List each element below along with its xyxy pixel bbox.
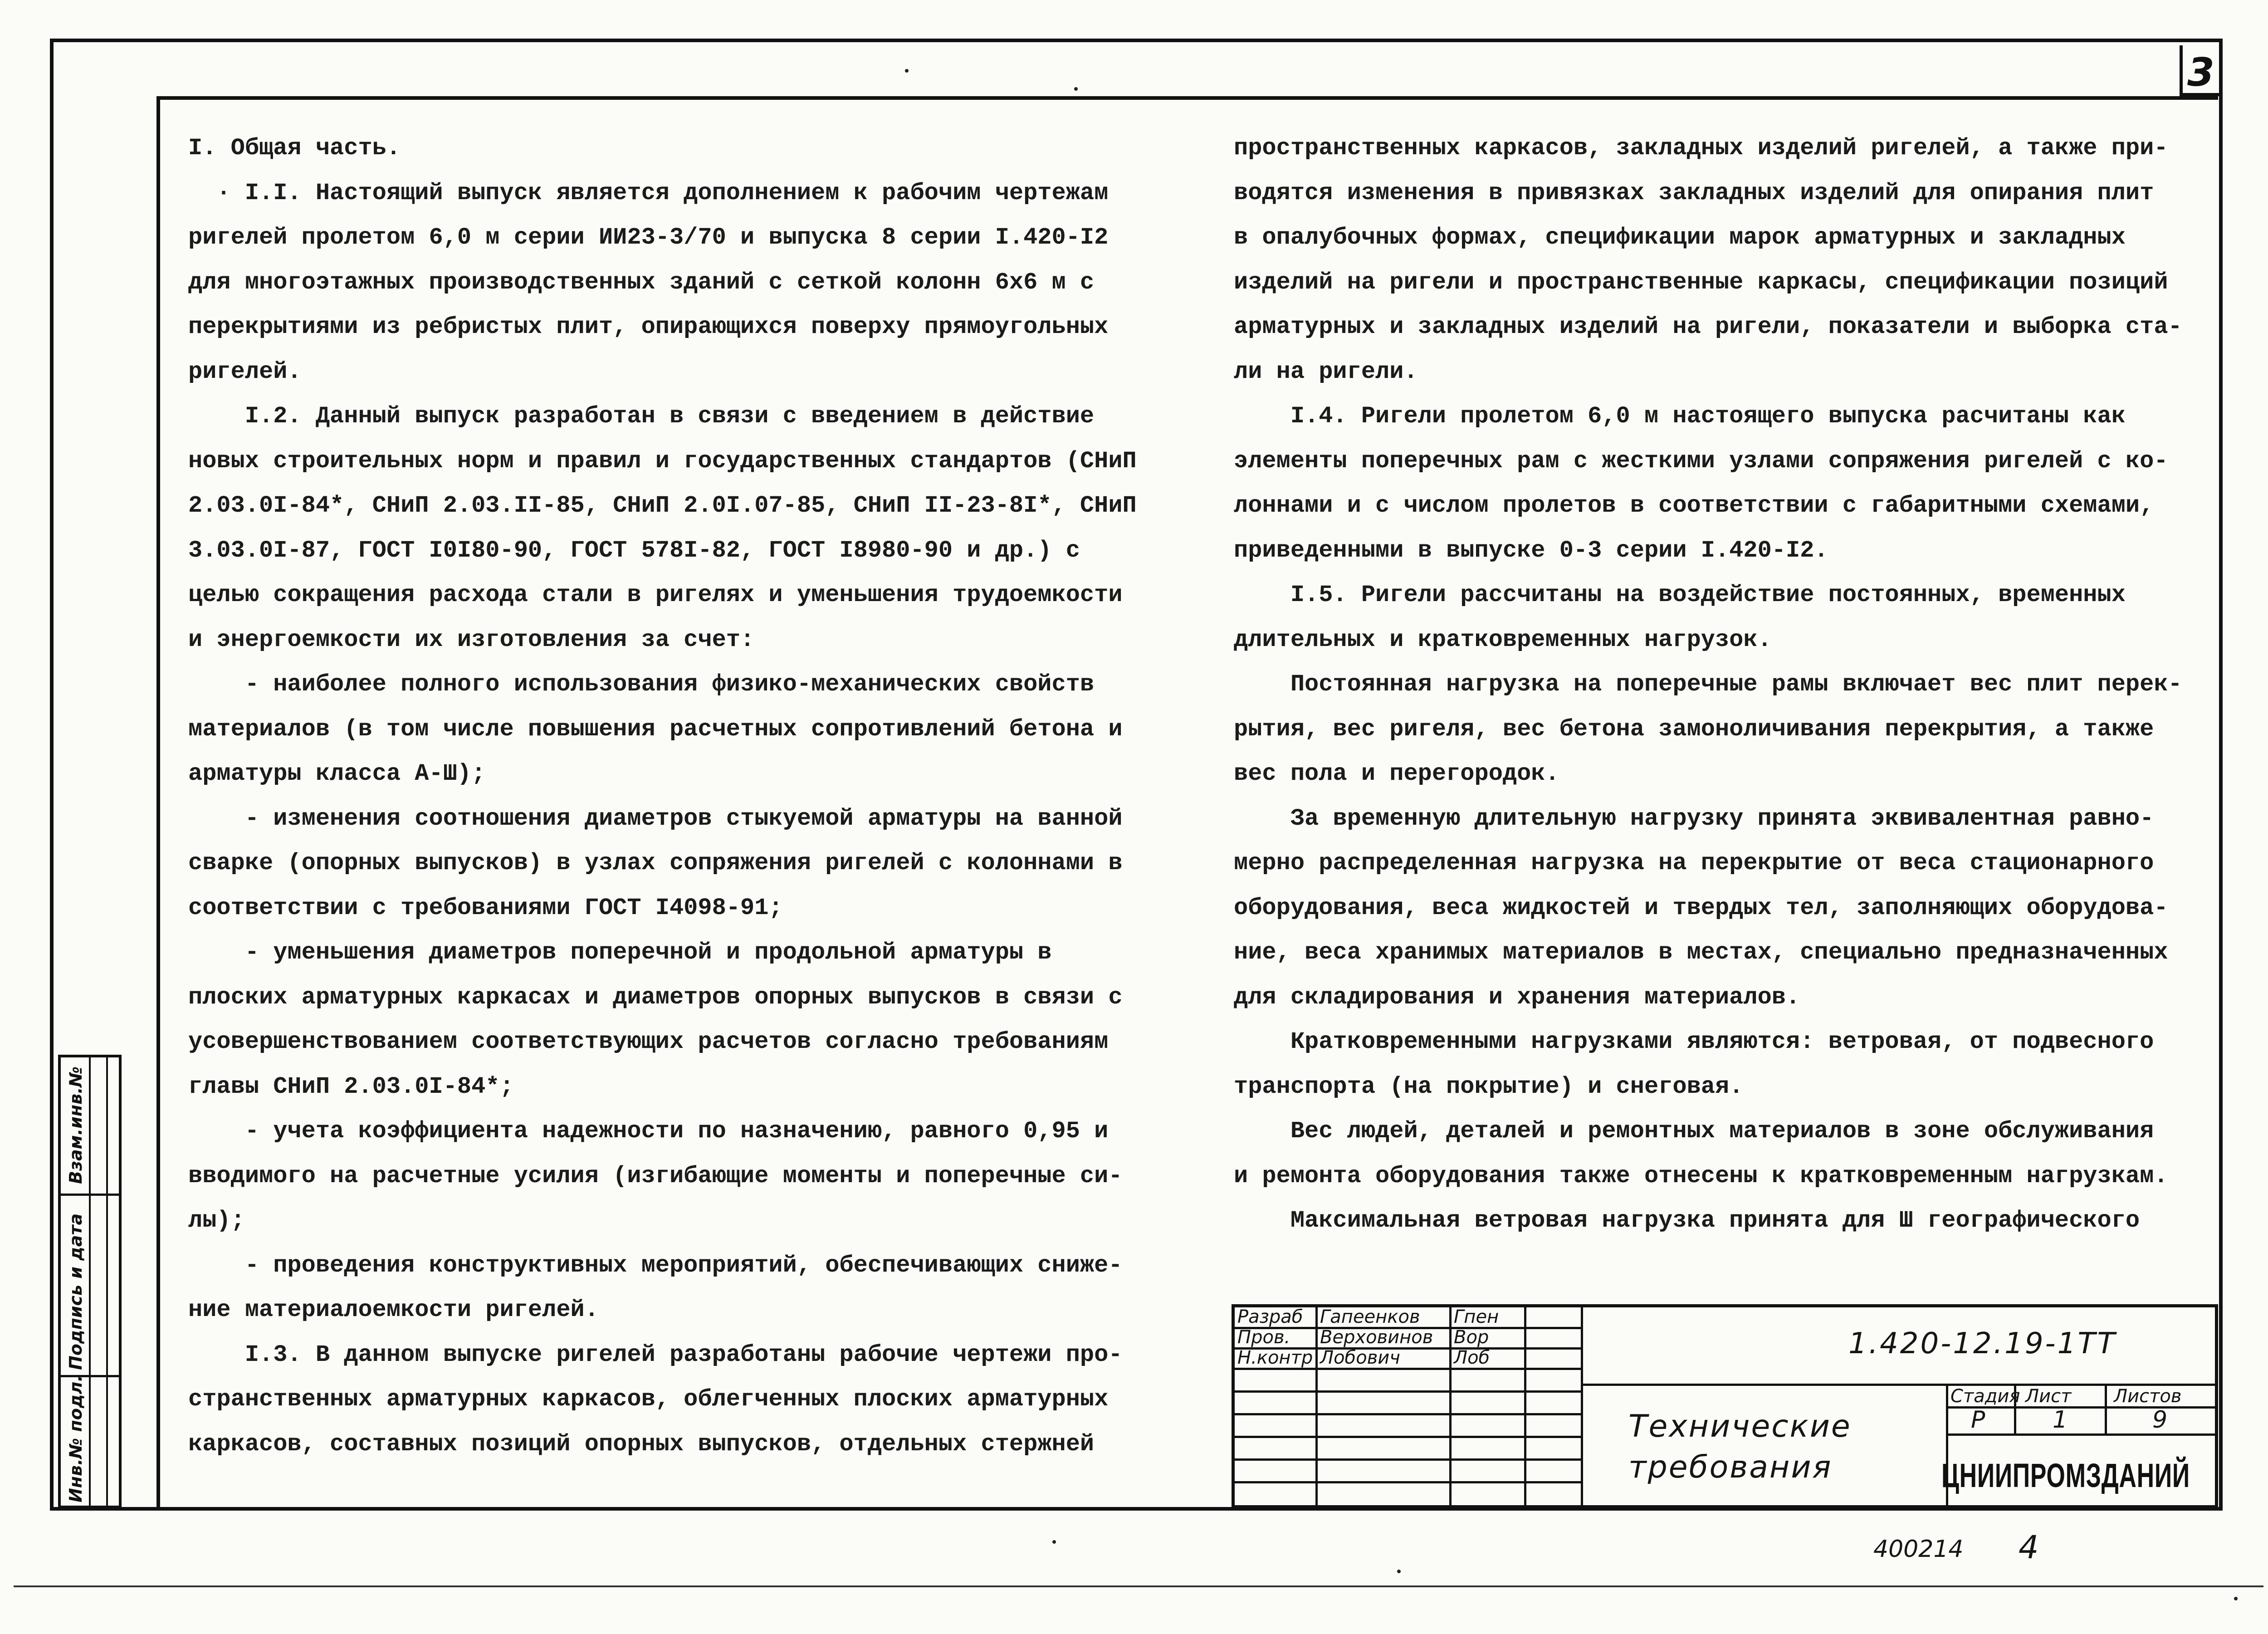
stage-value: Р: [1971, 1406, 1985, 1433]
stage-header: Стадия: [1950, 1386, 2020, 1407]
signature-norm-control: Лоб: [1454, 1347, 1490, 1368]
paragraph: [1234, 573, 2177, 662]
paragraph: [1234, 797, 2177, 1020]
text-line: для складирования и хранения материалов.: [1234, 983, 1800, 1011]
text-line: приведенными в выпуске 0-3 серии I.420-I2.: [1234, 537, 1828, 564]
text-line: странственных арматурных каркасов, облегченных плоских арматурных: [188, 1386, 1109, 1413]
paragraph: [188, 171, 1150, 395]
paragraph: [1234, 126, 2182, 394]
text-line: арматуры класса А-Ш);: [188, 760, 486, 787]
paragraph: [188, 394, 1150, 662]
text-line: длительных и кратковременных нагрузок.: [1234, 626, 1772, 653]
document-title-line1: Технические: [1628, 1409, 1852, 1444]
role-developer: Разраб: [1237, 1306, 1303, 1327]
text-line: I.3. В данном выпуске ригелей разработаны рабочие чертежи про-: [188, 1341, 1123, 1368]
paragraph: [1234, 1109, 2177, 1243]
text-line: усовершенствованием соответствующих расчетов согласно требованиям: [188, 1028, 1109, 1055]
text-line: лы);: [188, 1207, 245, 1234]
text-line: изделий на ригели и пространственные каркасы, спецификации позиций: [1234, 269, 2168, 296]
sheet-value: 1: [2053, 1406, 2068, 1433]
text-line: 3.03.0I-87, ГОСТ I0I80-90, ГОСТ 578I-82, ГОСТ I8980-90 и др.) с: [188, 537, 1080, 564]
paragraph: [188, 1243, 1150, 1333]
text-line: - изменения соотношения диаметров стыкуемой арматуры на ванной: [188, 805, 1123, 832]
paragraph: [1234, 394, 2177, 573]
paragraph: [188, 1333, 1150, 1467]
paragraph: [188, 126, 1150, 171]
role-checker: Пров.: [1237, 1327, 1290, 1348]
text-line: - уменьшения диаметров поперечной и продольной арматуры в: [188, 939, 1052, 966]
text-line: Вес людей, деталей и ремонтных материалов в зоне обслуживания: [1234, 1118, 2154, 1145]
margin-label-inv-repl: Взам.инв.№: [66, 1066, 86, 1184]
paragraph: [188, 1109, 1150, 1243]
text-line: ние, веса хранимых материалов в местах, специально предназначенных: [1234, 939, 2168, 966]
text-line: водятся изменения в привязках закладных изделий для опирания плит: [1234, 179, 2154, 206]
text-line: целью сокращения расхода стали в ригелях и уменьшения трудоемкости: [188, 582, 1123, 608]
paragraph: [188, 930, 1150, 1109]
right-text-column: [1234, 126, 2182, 1243]
text-line: I. Общая часть.: [188, 135, 401, 161]
page-number: 4: [2019, 1529, 2039, 1566]
organization-name: ЦНИИПРОМЗДАНИЙ: [1941, 1457, 2190, 1494]
text-line: мерно распределенная нагрузка на перекрытие от веса стационарного: [1234, 850, 2154, 876]
text-line: вводимого на расчетные усилия (изгибающие моменты и поперечные си-: [188, 1162, 1123, 1189]
inventory-number: 400214: [1873, 1536, 1964, 1563]
text-line: - учета коэффициента надежности по назначению, равного 0,95 и: [188, 1118, 1109, 1145]
text-line: · I.I. Настоящий выпуск является дополнением к рабочим чертежам: [188, 179, 1109, 206]
text-line: вес пола и перегородок.: [1234, 760, 1559, 787]
text-line: Постоянная нагрузка на поперечные рамы включает вес плит перек-: [1234, 671, 2182, 698]
text-line: - наиболее полного использования физико-механических свойств: [188, 671, 1095, 698]
text-line: транспорта (на покрытие) и снеговая.: [1234, 1073, 1744, 1100]
sheets-header: Листов: [2114, 1386, 2182, 1407]
text-line: I.5. Ригели рассчитаны на воздействие постоянных, временных: [1234, 582, 2126, 608]
scan-speck: [1397, 1570, 1401, 1573]
text-line: ние материалоемкости ригелей.: [188, 1296, 599, 1323]
text-line: материалов (в том числе повышения расчетных сопротивлений бетона и: [188, 715, 1123, 743]
text-line: элементы поперечных рам с жесткими узлами сопряжения ригелей с ко-: [1234, 447, 2168, 475]
left-text-column: [188, 126, 1150, 1467]
text-line: ригелей пролетом 6,0 м серии ИИ23-3/70 и выпуска 8 серии I.420-I2: [188, 224, 1109, 251]
text-line: и энергоемкости их изготовления за счет:: [188, 626, 755, 653]
text-line: За временную длительную нагрузку принята эквивалентная равно-: [1234, 805, 2154, 832]
text-line: Максимальная ветровая нагрузка принята для Ш географического: [1234, 1207, 2140, 1234]
name-norm-control: Лобович: [1320, 1347, 1400, 1368]
text-line: рытия, вес ригеля, вес бетона замоноличивания перекрытия, а также: [1234, 715, 2154, 743]
text-line: новых строительных норм и правил и государственных стандартов (СНиП: [188, 447, 1137, 475]
text-line: плоских арматурных каркасах и диаметров опорных выпусков в связи с: [188, 983, 1123, 1011]
name-developer: Гапеенков: [1320, 1306, 1420, 1327]
text-line: - проведения конструктивных мероприятий, обеспечивающих сниже-: [188, 1252, 1123, 1279]
text-line: для многоэтажных производственных зданий с сеткой колонн 6х6 м с: [188, 269, 1095, 296]
sheet-number: 3: [2187, 50, 2214, 95]
text-line: I.4. Ригели пролетом 6,0 м настоящего выпуска расчитаны как: [1234, 403, 2126, 430]
paragraph: [1234, 662, 2182, 797]
text-line: I.2. Данный выпуск разработан в связи с введением в действие: [188, 403, 1095, 430]
document-title-line2: требования: [1628, 1449, 1833, 1485]
text-line: 2.03.0I-84*, СНиП 2.03.II-85, СНиП 2.0I.07-85, СНиП II-23-8I*, СНиП: [188, 492, 1137, 519]
paragraph: [188, 797, 1150, 931]
document-code: 1.420-12.19-1ТТ: [1848, 1327, 2117, 1360]
sheets-value: 9: [2152, 1406, 2168, 1433]
text-line: сварке (опорных выпусков) в узлах сопряжения ригелей с колоннами в: [188, 850, 1123, 876]
scan-speck: [1074, 87, 1078, 91]
text-line: оборудования, веса жидкостей и твердых тел, заполняющих оборудова-: [1234, 894, 2168, 921]
sheet-header: Лист: [2025, 1386, 2072, 1407]
text-line: и ремонта оборудования также отнесены к кратковременным нагрузкам.: [1234, 1162, 2168, 1189]
text-line: соответствии с требованиями ГОСТ I4098-91;: [188, 894, 783, 921]
scan-speck: [2234, 1597, 2238, 1600]
text-line: ли на ригели.: [1234, 358, 1418, 385]
text-line: лоннами и с числом пролетов в соответствии с габаритными схемами,: [1234, 492, 2154, 519]
scan-speck: [1052, 1540, 1056, 1544]
margin-label-sign-date: Подпись и дата: [66, 1213, 86, 1370]
text-line: главы СНиП 2.03.0I-84*;: [188, 1073, 514, 1100]
text-line: арматурных и закладных изделий на ригели, показатели и выборка ста-: [1234, 313, 2182, 340]
text-line: в опалубочных формах, спецификации марок арматурных и закладных: [1234, 224, 2126, 251]
paragraph: [188, 662, 1150, 797]
margin-label-inv-orig: Инв.№ подл.: [66, 1375, 86, 1502]
signature-checker: Вор: [1454, 1327, 1489, 1348]
text-line: пространственных каркасов, закладных изделий ригелей, а также при-: [1234, 135, 2168, 161]
text-line: Кратковременными нагрузками являются: ветровая, от подвесного: [1234, 1028, 2154, 1055]
name-checker: Верховинов: [1320, 1327, 1433, 1348]
role-norm-control: Н.контр: [1237, 1347, 1313, 1368]
text-line: перекрытиями из ребристых плит, опирающихся поверху прямоугольных: [188, 313, 1109, 340]
paragraph: [1234, 1020, 2177, 1109]
bottom-scan-line: [14, 1585, 2263, 1587]
signature-developer: Гпен: [1454, 1306, 1499, 1327]
text-line: ригелей.: [188, 358, 302, 385]
scan-speck: [905, 69, 909, 73]
text-line: каркасов, составных позиций опорных выпусков, отдельных стержней: [188, 1430, 1095, 1458]
